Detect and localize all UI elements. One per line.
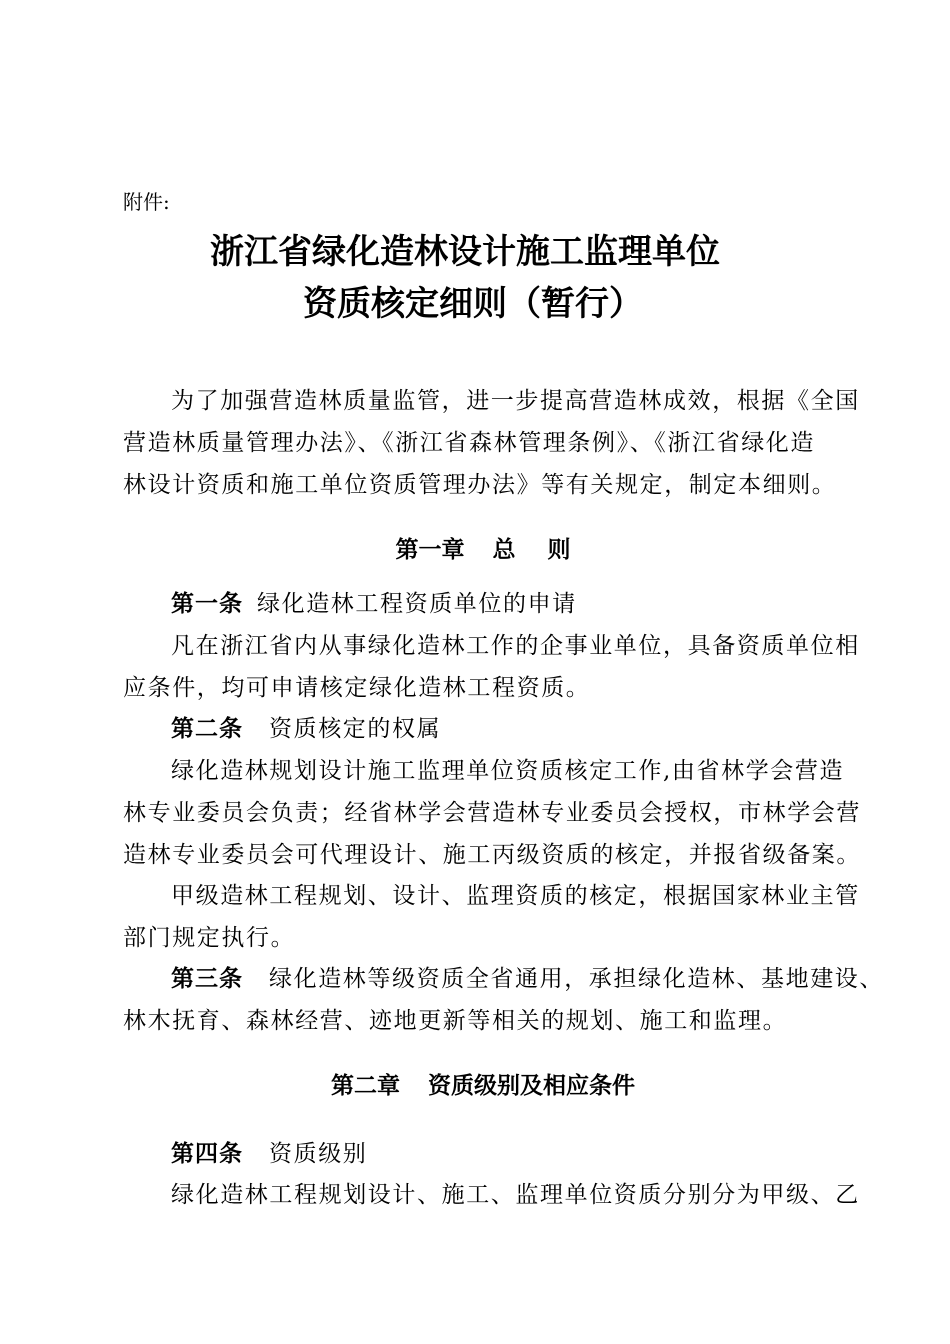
chapter2-heading bbox=[8, 1071, 950, 1101]
preamble-line-2: 营造林质量管理办法》、《浙江省森林管理条例》、《浙江省绿化造 bbox=[123, 430, 815, 456]
article2-line-4: 甲级造林工程规划、设计、监理资质的核定，根据国家林业主管 bbox=[171, 883, 860, 909]
article1-heading-line bbox=[171, 589, 577, 619]
document-title-line1: 浙江省绿化造林设计施工监理单位 bbox=[210, 232, 720, 272]
article4-heading-line bbox=[171, 1139, 367, 1169]
article2-line-2: 林专业委员会负责；经省林学会营造林专业委员会授权，市林学会营 bbox=[123, 800, 861, 826]
article3-line-2: 林木抚育、森林经营、迹地更新等相关的规划、施工和监理。 bbox=[123, 1008, 788, 1034]
document-title-line2: 资质核定细则（暂行） bbox=[303, 284, 643, 324]
article3-text-1: 绿化造林等级资质全省通用，承担绿化造林、基地建设、 bbox=[269, 966, 884, 992]
chapter1-name-b: 则 bbox=[547, 536, 571, 563]
article4-label: 第四条 bbox=[171, 1140, 243, 1167]
article1-line-2: 应条件，均可申请核定绿化造林工程资质。 bbox=[123, 675, 591, 701]
chapter2-number: 第二章 bbox=[331, 1072, 400, 1099]
article1-line-1: 凡在浙江省内从事绿化造林工作的企事业单位，具备资质单位相 bbox=[171, 633, 860, 659]
preamble-line-1: 为了加强营造林质量监管，进一步提高营造林成效，根据《全国 bbox=[171, 388, 860, 414]
article2-line-5: 部门规定执行。 bbox=[123, 925, 296, 951]
chapter1-name-a: 总 bbox=[492, 536, 516, 563]
article4-heading: 资质级别 bbox=[269, 1141, 368, 1167]
article2-line-1: 绿化造林规划设计施工监理单位资质核定工作,由省林学会营造 bbox=[171, 758, 845, 784]
article2-heading-line bbox=[171, 714, 441, 744]
article1-label: 第一条 bbox=[171, 590, 243, 617]
article2-label: 第二条 bbox=[171, 715, 243, 742]
preamble-line-3: 林设计资质和施工单位资质管理办法》等有关规定，制定本细则。 bbox=[123, 472, 837, 498]
attachment-label: 附件: bbox=[123, 190, 170, 214]
chapter2-name: 资质级别及相应条件 bbox=[428, 1072, 635, 1099]
article1-heading: 绿化造林工程资质单位的申请 bbox=[257, 591, 577, 617]
chapter1-number: 第一章 bbox=[395, 536, 465, 563]
article3-label: 第三条 bbox=[171, 965, 243, 992]
chapter1-heading bbox=[8, 535, 950, 565]
article2-line-3: 造林专业委员会可代理设计、施工丙级资质的核定，并报省级备案。 bbox=[123, 842, 861, 868]
article4-line-1: 绿化造林工程规划设计、施工、监理单位资质分别分为甲级、乙 bbox=[171, 1182, 860, 1208]
article2-heading: 资质核定的权属 bbox=[269, 716, 442, 742]
article3-line-1 bbox=[171, 964, 884, 994]
